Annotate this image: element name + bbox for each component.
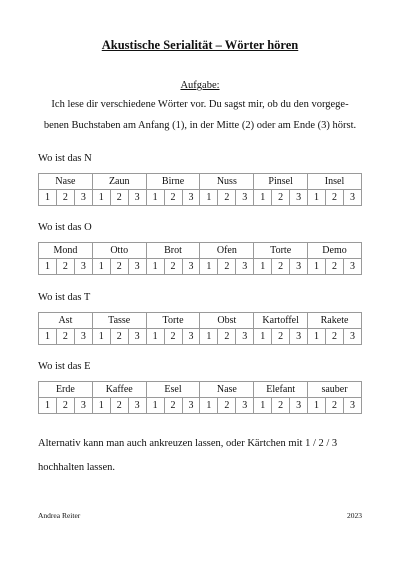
section-label: Wo ist das E xyxy=(38,361,91,372)
word-position-table xyxy=(38,242,362,275)
position-option[interactable]: 3 xyxy=(128,329,146,345)
position-option[interactable]: 2 xyxy=(272,329,290,345)
word-cell: Demo xyxy=(308,243,362,259)
word-cell: Birne xyxy=(146,174,200,190)
word-cell: Erde xyxy=(39,382,93,398)
position-option[interactable]: 1 xyxy=(308,190,326,206)
position-option[interactable]: 2 xyxy=(110,190,128,206)
position-option[interactable]: 1 xyxy=(39,329,57,345)
word-cell: Nuss xyxy=(200,174,254,190)
word-cell: Nase xyxy=(39,174,93,190)
position-option[interactable]: 2 xyxy=(218,190,236,206)
position-option[interactable]: 2 xyxy=(110,259,128,275)
word-cell: Kartoffel xyxy=(254,313,308,329)
position-option[interactable]: 2 xyxy=(272,259,290,275)
position-option[interactable]: 1 xyxy=(308,329,326,345)
position-option[interactable]: 2 xyxy=(56,329,74,345)
position-option[interactable]: 1 xyxy=(200,329,218,345)
position-option[interactable]: 1 xyxy=(308,259,326,275)
word-cell: Nase xyxy=(200,382,254,398)
position-option[interactable]: 2 xyxy=(272,398,290,414)
position-option[interactable]: 2 xyxy=(218,329,236,345)
word-cell: Ofen xyxy=(200,243,254,259)
footer-author: Andrea Reiter xyxy=(38,511,81,520)
position-option[interactable]: 1 xyxy=(39,259,57,275)
task-heading: Aufgabe: xyxy=(180,80,220,91)
position-option[interactable]: 2 xyxy=(272,190,290,206)
section-label: Wo ist das O xyxy=(38,222,92,233)
position-option[interactable]: 3 xyxy=(74,329,92,345)
position-option[interactable]: 2 xyxy=(56,190,74,206)
word-row xyxy=(39,313,362,329)
position-row xyxy=(39,190,362,206)
position-option[interactable]: 3 xyxy=(290,190,308,206)
position-option[interactable]: 2 xyxy=(326,398,344,414)
footer-year: 2023 xyxy=(347,511,362,520)
position-option[interactable]: 1 xyxy=(254,190,272,206)
word-cell: Ast xyxy=(39,313,93,329)
position-option[interactable]: 1 xyxy=(92,190,110,206)
position-option[interactable]: 3 xyxy=(182,398,200,414)
task-line-2: benen Buchstaben am Anfang (1), in der Mitte (2) oder am Ende (3) hörst. xyxy=(43,120,357,131)
position-option[interactable]: 1 xyxy=(200,190,218,206)
position-option[interactable]: 1 xyxy=(254,329,272,345)
position-option[interactable]: 1 xyxy=(146,398,164,414)
word-cell: Tasse xyxy=(92,313,146,329)
position-option[interactable]: 3 xyxy=(343,190,361,206)
position-option[interactable]: 2 xyxy=(164,398,182,414)
position-option[interactable]: 3 xyxy=(182,190,200,206)
position-option[interactable]: 1 xyxy=(200,398,218,414)
alternative-note xyxy=(38,432,362,480)
position-option[interactable]: 1 xyxy=(254,398,272,414)
word-cell: Torte xyxy=(254,243,308,259)
page-title: Akustische Serialität – Wörter hören xyxy=(101,38,299,52)
position-option[interactable]: 3 xyxy=(236,190,254,206)
position-option[interactable]: 1 xyxy=(92,329,110,345)
position-option[interactable]: 3 xyxy=(236,329,254,345)
position-option[interactable]: 3 xyxy=(182,329,200,345)
word-position-table xyxy=(38,173,362,206)
word-cell: Mond xyxy=(39,243,93,259)
position-option[interactable]: 1 xyxy=(146,259,164,275)
word-position-table xyxy=(38,312,362,345)
alternative-line-1: Alternativ kann man auch ankreuzen lassen, oder Kärtchen mit 1 / 2 / 3 xyxy=(38,438,338,449)
position-option[interactable]: 3 xyxy=(343,329,361,345)
position-option[interactable]: 1 xyxy=(200,259,218,275)
position-option[interactable]: 1 xyxy=(92,398,110,414)
position-option[interactable]: 3 xyxy=(74,259,92,275)
position-option[interactable]: 1 xyxy=(92,259,110,275)
position-option[interactable]: 2 xyxy=(164,190,182,206)
word-cell: Kaffee xyxy=(92,382,146,398)
position-option[interactable]: 3 xyxy=(128,398,146,414)
section-label: Wo ist das T xyxy=(38,292,91,303)
position-option[interactable]: 2 xyxy=(110,398,128,414)
position-option[interactable]: 2 xyxy=(164,329,182,345)
position-option[interactable]: 2 xyxy=(326,190,344,206)
word-cell: Elefant xyxy=(254,382,308,398)
position-option[interactable]: 2 xyxy=(110,329,128,345)
position-option[interactable]: 1 xyxy=(254,259,272,275)
word-row xyxy=(39,382,362,398)
word-cell: Pinsel xyxy=(254,174,308,190)
position-option[interactable]: 2 xyxy=(326,329,344,345)
section-label: Wo ist das N xyxy=(38,153,92,164)
task-line-1: Ich lese dir verschiedene Wörter vor. Du sagst mir, ob du den vorgege- xyxy=(51,99,349,110)
word-position-table xyxy=(38,381,362,414)
position-option[interactable]: 2 xyxy=(326,259,344,275)
position-option[interactable]: 3 xyxy=(343,398,361,414)
position-option[interactable]: 1 xyxy=(39,398,57,414)
word-row xyxy=(39,174,362,190)
word-cell: Esel xyxy=(146,382,200,398)
position-option[interactable]: 2 xyxy=(56,398,74,414)
position-option[interactable]: 3 xyxy=(128,190,146,206)
position-option[interactable]: 3 xyxy=(290,259,308,275)
word-cell: Obst xyxy=(200,313,254,329)
word-cell: Otto xyxy=(92,243,146,259)
position-option[interactable]: 1 xyxy=(308,398,326,414)
word-cell: Brot xyxy=(146,243,200,259)
position-row xyxy=(39,398,362,414)
position-option[interactable]: 3 xyxy=(74,398,92,414)
position-option[interactable]: 3 xyxy=(290,329,308,345)
word-cell: Torte xyxy=(146,313,200,329)
word-cell: Zaun xyxy=(92,174,146,190)
word-cell: Insel xyxy=(308,174,362,190)
position-option[interactable]: 3 xyxy=(236,398,254,414)
alternative-line-2: hochhalten lassen. xyxy=(38,462,115,473)
word-cell: Rakete xyxy=(308,313,362,329)
position-option[interactable]: 2 xyxy=(218,259,236,275)
position-option[interactable]: 2 xyxy=(218,398,236,414)
position-option[interactable]: 3 xyxy=(343,259,361,275)
task-description xyxy=(38,94,362,136)
position-option[interactable]: 2 xyxy=(164,259,182,275)
position-row xyxy=(39,329,362,345)
position-row xyxy=(39,259,362,275)
position-option[interactable]: 3 xyxy=(128,259,146,275)
position-option[interactable]: 3 xyxy=(290,398,308,414)
word-row xyxy=(39,243,362,259)
position-option[interactable]: 3 xyxy=(74,190,92,206)
position-option[interactable]: 1 xyxy=(146,329,164,345)
position-option[interactable]: 1 xyxy=(39,190,57,206)
position-option[interactable]: 1 xyxy=(146,190,164,206)
position-option[interactable]: 3 xyxy=(182,259,200,275)
word-cell: sauber xyxy=(308,382,362,398)
position-option[interactable]: 3 xyxy=(236,259,254,275)
position-option[interactable]: 2 xyxy=(56,259,74,275)
